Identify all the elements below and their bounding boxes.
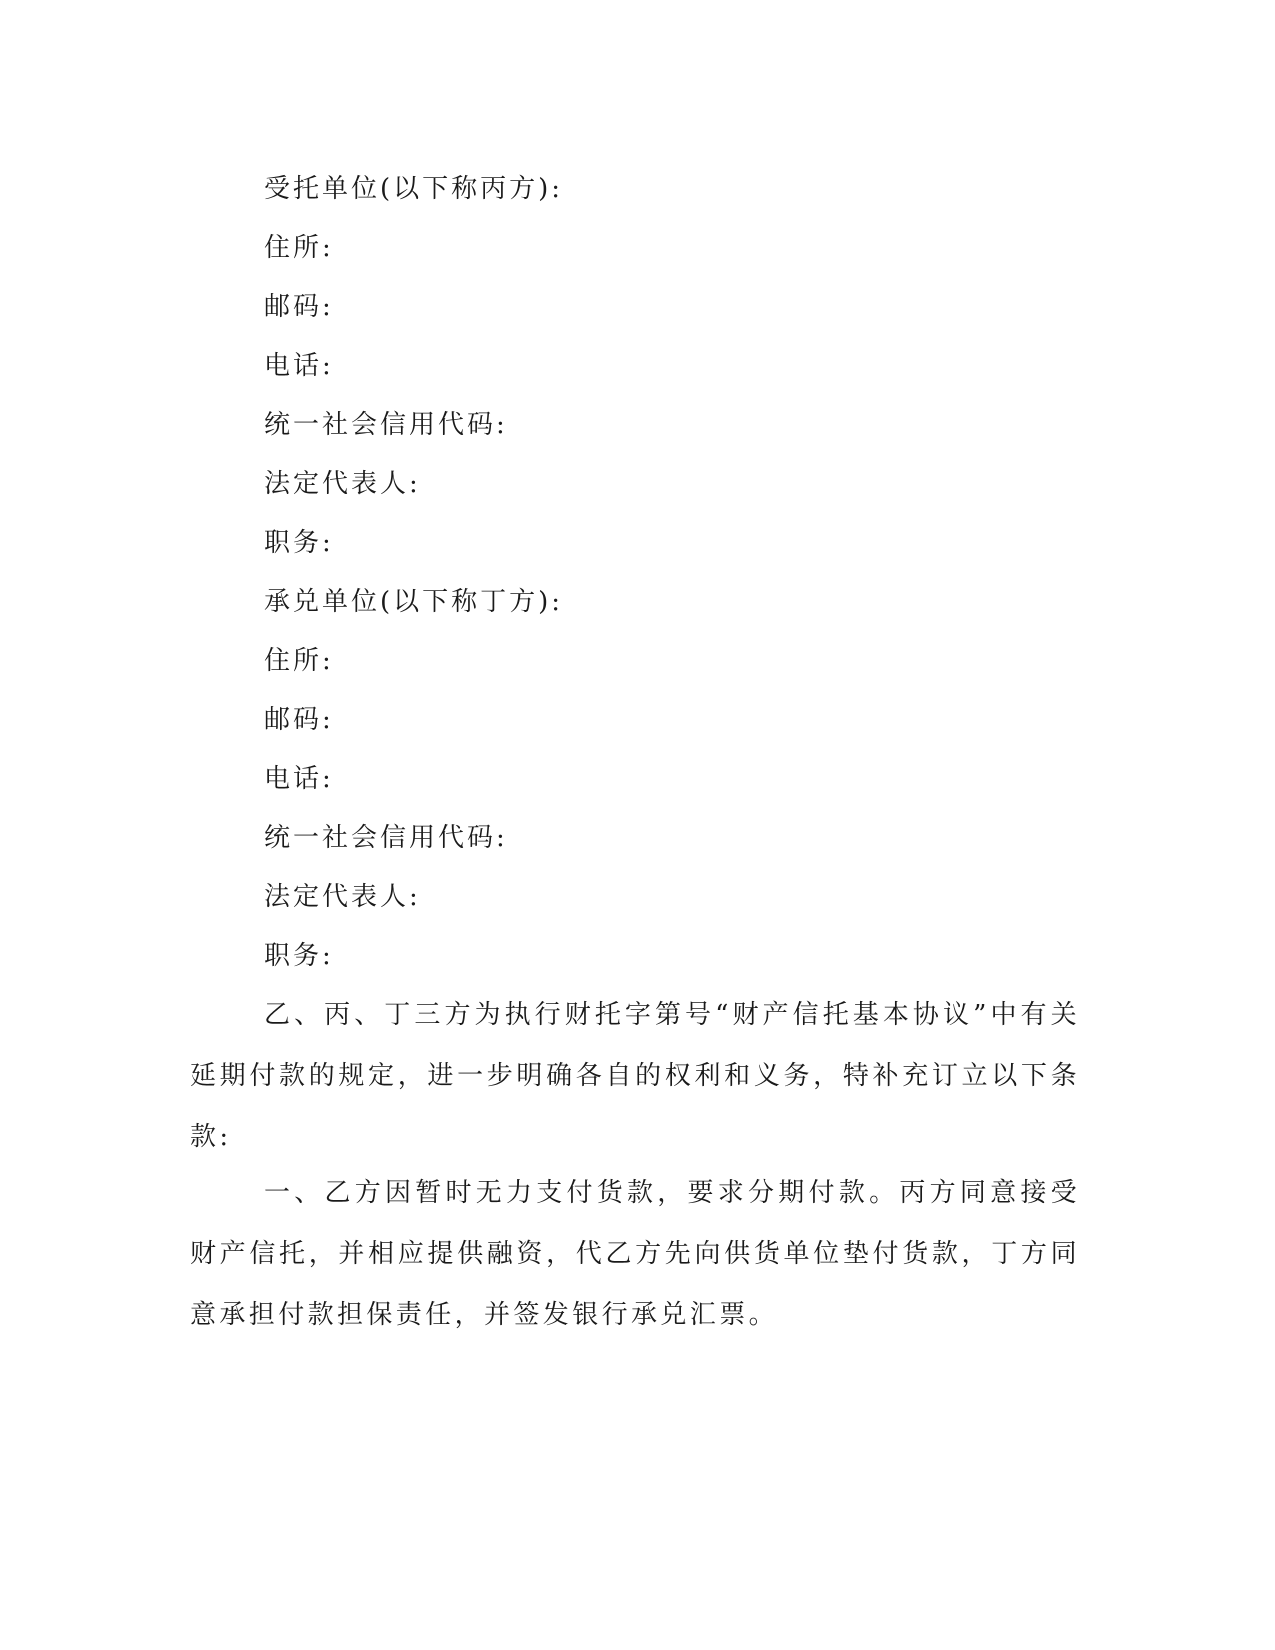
party-d-heading: 承兑单位(以下称丁方):	[264, 587, 564, 617]
party-c-position-label: 职务:	[264, 528, 334, 558]
clause-1-paragraph: 一、乙方因暂时无力支付货款，要求分期付款。丙方同意接受财产信托，并相应提供融资，代乙方先向供货单位垫付货款，丁方同意承担付款担保责任，并签发银行承兑汇票。	[190, 1178, 1080, 1330]
party-d-phone-label: 电话:	[264, 764, 334, 794]
party-c-postcode-label: 邮码:	[264, 292, 334, 322]
party-c-legal-rep-label: 法定代表人:	[264, 469, 421, 499]
party-d-legal-rep-label: 法定代表人:	[264, 882, 421, 912]
party-d-position-label: 职务:	[264, 941, 334, 971]
party-c-heading: 受托单位(以下称丙方):	[264, 174, 564, 204]
party-d-credit-code-label: 统一社会信用代码:	[264, 823, 508, 853]
party-c-address-label: 住所:	[264, 233, 334, 263]
party-c-phone-label: 电话:	[264, 351, 334, 381]
party-d-postcode-label: 邮码:	[264, 705, 334, 735]
party-c-credit-code-label: 统一社会信用代码:	[264, 410, 508, 440]
party-d-address-label: 住所:	[264, 646, 334, 676]
preamble-paragraph: 乙、丙、丁三方为执行财托字第号“财产信托基本协议”中有关延期付款的规定，进一步明确各自的权利和义务，特补充订立以下条款:	[190, 1000, 1080, 1152]
